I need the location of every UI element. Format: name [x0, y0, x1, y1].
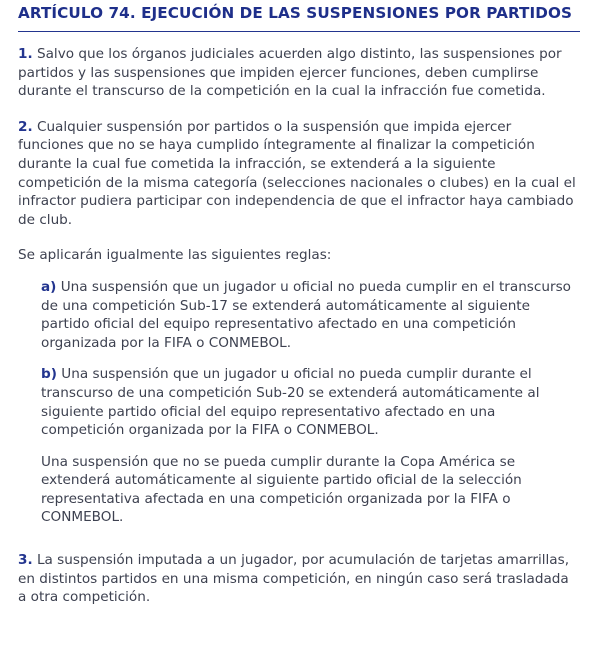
paragraph-1-number: 1.: [18, 46, 33, 62]
rule-a-text: Una suspensión que un jugador u oficial no pueda cumplir en el transcurso de una competición Sub-17 se extenderá automáticamente al siguiente partido oficial del equipo representativo afectado en una competición organizada por la FIFA o CONMEBOL.: [41, 278, 571, 351]
rules-intro: Se aplicarán igualmente las siguientes reglas:: [18, 247, 332, 264]
paragraph-2-number: 2.: [18, 118, 33, 135]
rule-b: [18, 365, 580, 439]
paragraph-3-number: 3.: [18, 552, 33, 569]
paragraph-1-text: Salvo que los órganos judiciales acuerden algo distinto, las suspensiones por partidos y las suspensiones que impiden ejercer funciones, deben cumplirse durante el transcurso de la competición en la cual la infracción fue cometida.: [18, 46, 562, 100]
rule-b-letter: b): [41, 366, 57, 383]
paragraph-1: [18, 45, 580, 101]
title-divider: [18, 31, 580, 32]
paragraph-2: [18, 118, 580, 230]
rule-b-text: Una suspensión que un jugador u oficial no pueda cumplir durante el transcurso de una competición Sub-20 se extenderá automáticamente al siguiente partido oficial del equipo representativo afectado en una competición organizada por la FIFA o CONMEBOL.: [41, 366, 540, 439]
copa-america-rule: Una suspensión que no se pueda cumplir durante la Copa América se extenderá automáticamente al siguiente partido oficial de la selección representativa afectada en una competición organizada por la FIFA o CONMEBOL.: [41, 453, 522, 526]
paragraph-3-text: La suspensión imputada a un jugador, por acumulación de tarjetas amarrillas, en distintos partidos en una misma competición, en ningún caso será trasladada a otra competición.: [18, 552, 570, 606]
rule-a: [18, 278, 580, 352]
rule-a-letter: a): [41, 278, 57, 295]
paragraph-3: [18, 551, 580, 607]
article-title: ARTÍCULO 74. EJECUCIÓN DE LAS SUSPENSIONES POR PARTIDOS: [18, 4, 573, 22]
paragraph-2-text: Cualquier suspensión por partidos o la suspensión que impida ejercer funciones que no se haya cumplido íntegramente al finalizar la competición durante la cual fue cometida la infracción, se extenderá a la siguiente competición de la misma categoría (selecciones nacionales o clubes) en la cual el infractor pudiera participar con independencia de que el infractor haya cambiado de club.: [18, 118, 576, 228]
